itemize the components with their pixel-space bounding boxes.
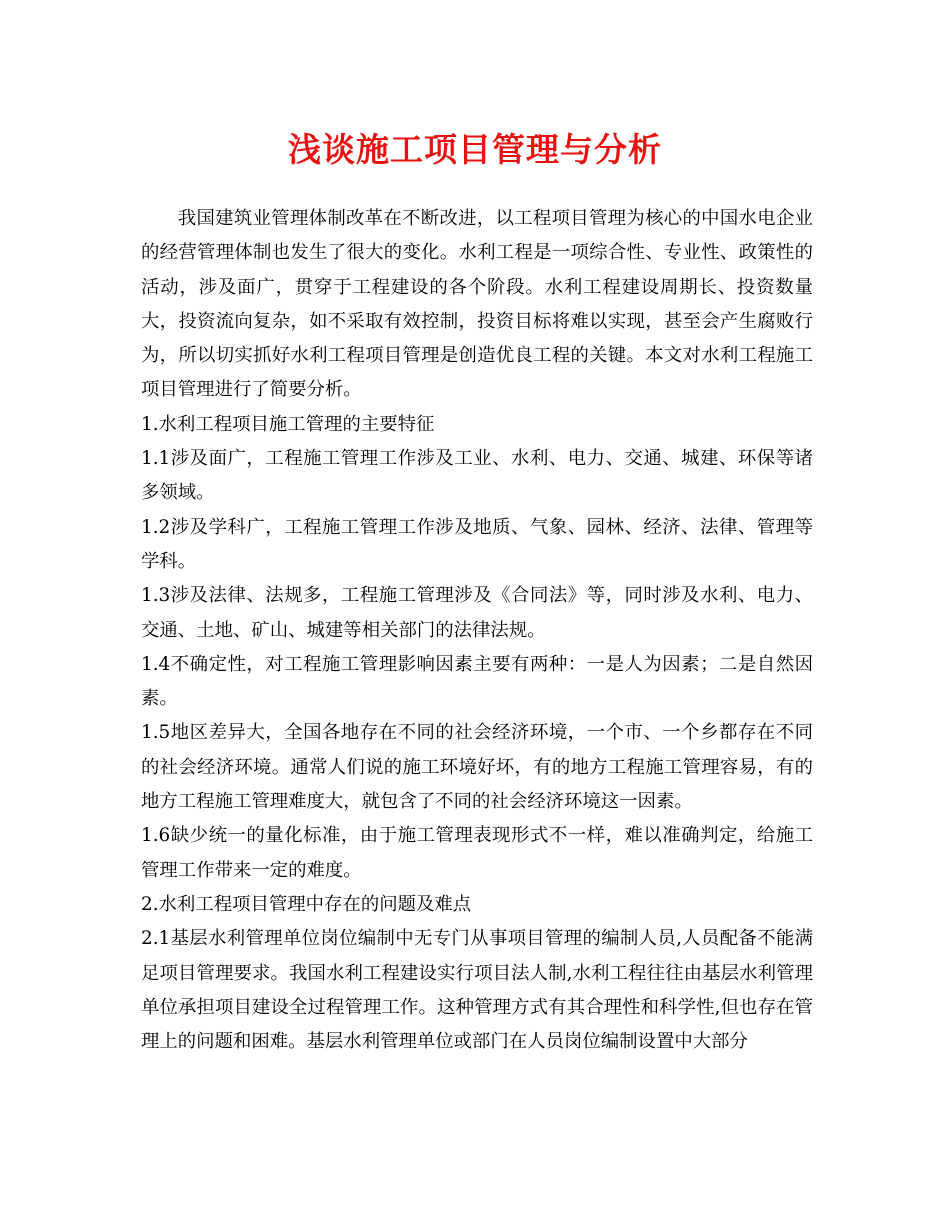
list-item-2-1: 2.1基层水利管理单位岗位编制中无专门从事项目管理的编制人员,人员配备不能满足项目管理要求。我国水利工程建设实行项目法人制,水利工程往往由基层水利管理单位承担项目建设全过程管理工作。这种管理方式有其合理性和科学性,但也存在管理上的问题和困难。基层水利管理单位或部门在人员岗位编制设置中大部分 — [141, 928, 813, 1053]
document-body — [141, 202, 813, 1059]
list-item-1-6: 1.6缺少统一的量化标准，由于施工管理表现形式不一样，难以准确判定，给施工管理工作带来一定的难度。 — [141, 825, 813, 881]
section-heading-2: 2.水利工程项目管理中存在的问题及难点 — [141, 893, 472, 915]
document-title: 浅谈施工项目管理与分析 — [288, 130, 662, 169]
section-heading-1: 1.水利工程项目施工管理的主要特征 — [141, 413, 435, 435]
list-item-1-2: 1.2涉及学科广，工程施工管理工作涉及地质、气象、园林、经济、法律、管理等学科。 — [141, 516, 813, 572]
intro-paragraph: 我国建筑业管理体制改革在不断改进，以工程项目管理为核心的中国水电企业的经营管理体制也发生了很大的变化。水利工程是一项综合性、专业性、政策性的活动，涉及面广，贯穿于工程建设的各个阶段。水利工程建设周期长、投资数量大，投资流向复杂，如不采取有效控制，投资目标将难以实现，甚至会产生腐败行为，所以切实抓好水利工程项目管理是创造优良工程的关键。本文对水利工程施工项目管理进行了简要分析。 — [141, 208, 813, 401]
list-item-1-5: 1.5地区差异大，全国各地存在不同的社会经济环境，一个市、一个乡都存在不同的社会经济环境。通常人们说的施工环境好坏，有的地方工程施工管理容易，有的地方工程施工管理难度大，就包含了不同的社会经济环境这一因素。 — [141, 722, 813, 813]
list-item-1-4: 1.4不确定性，对工程施工管理影响因素主要有两种：一是人为因素；二是自然因素。 — [141, 653, 813, 710]
list-item-1-1: 1.1涉及面广，工程施工管理工作涉及工业、水利、电力、交通、城建、环保等诸多领域。 — [141, 448, 813, 504]
list-item-1-3: 1.3涉及法律、法规多，工程施工管理涉及《合同法》等，同时涉及水利、电力、交通、土地、矿山、城建等相关部门的法律法规。 — [141, 585, 813, 641]
